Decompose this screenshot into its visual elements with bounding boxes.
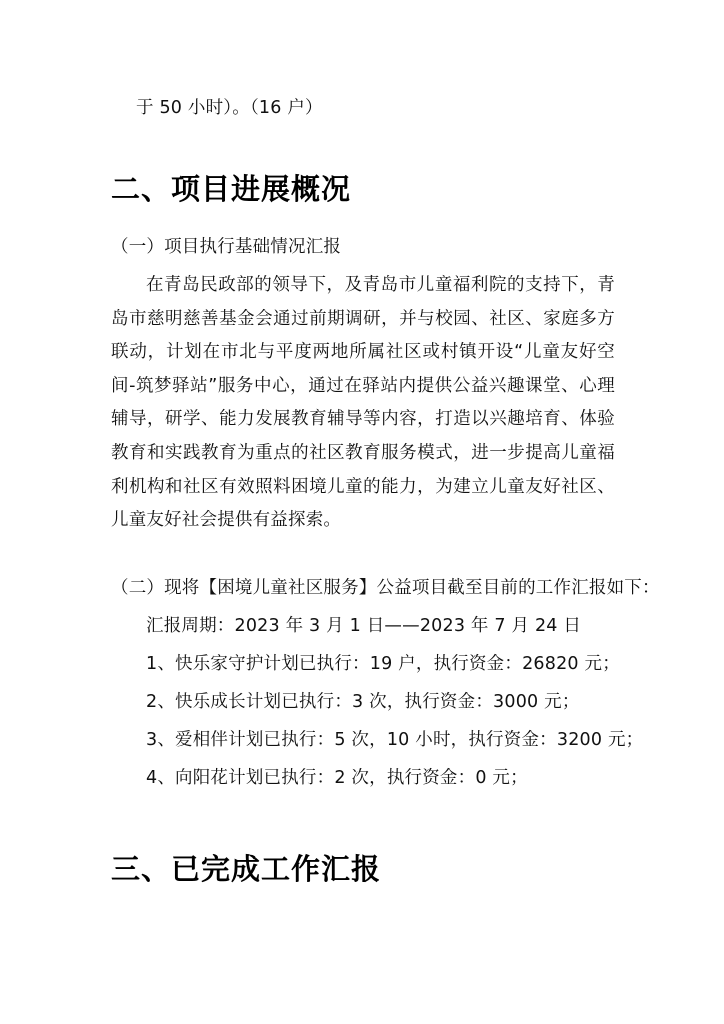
report-period: 汇报周期：2023 年 3 月 1 日——2023 年 7 月 24 日	[146, 616, 582, 636]
continued-text-line: 于 50 小时）。（16 户）	[136, 98, 323, 118]
section-heading-completed-work: 三、已完成工作汇报	[111, 852, 382, 886]
list-item: 2、快乐成长计划已执行：3 次，执行资金：3000 元；	[146, 692, 580, 712]
project-background-paragraph: 在青岛民政部的领导下，及青岛市儿童福利院的支持下，青岛市慈明慈善基金会通过前期调研，并与校园、社区、家庭多方联动，计划在市北与平度两地所属社区或村镇开设“儿童友好空间-筑梦驿站”服务中心，通过在驿站内提供公益兴趣课堂、心理辅导，研学、能力发展教育辅导等内容，打造以兴趣培育、体验教育和实践教育为重点的社区教育服务模式，进一步提高儿童福利机构和社区有效照料困境儿童的能力，为建立儿童友好社区、儿童友好社会提供有益探索。	[111, 275, 615, 531]
subsection-title-work-report: （二）现将【困境儿童社区服务】公益项目截至目前的工作汇报如下：	[111, 578, 660, 598]
section-heading-progress-overview: 二、项目进展概况	[111, 172, 352, 206]
subsection-title-basic-status: （一）项目执行基础情况汇报	[111, 237, 342, 257]
list-item: 4、向阳花计划已执行：2 次，执行资金：0 元；	[146, 768, 528, 788]
list-item: 1、快乐家守护计划已执行：19 户，执行资金：26820 元；	[146, 654, 620, 674]
list-item: 3、爱相伴计划已执行：5 次，10 小时，执行资金：3200 元；	[146, 730, 644, 750]
